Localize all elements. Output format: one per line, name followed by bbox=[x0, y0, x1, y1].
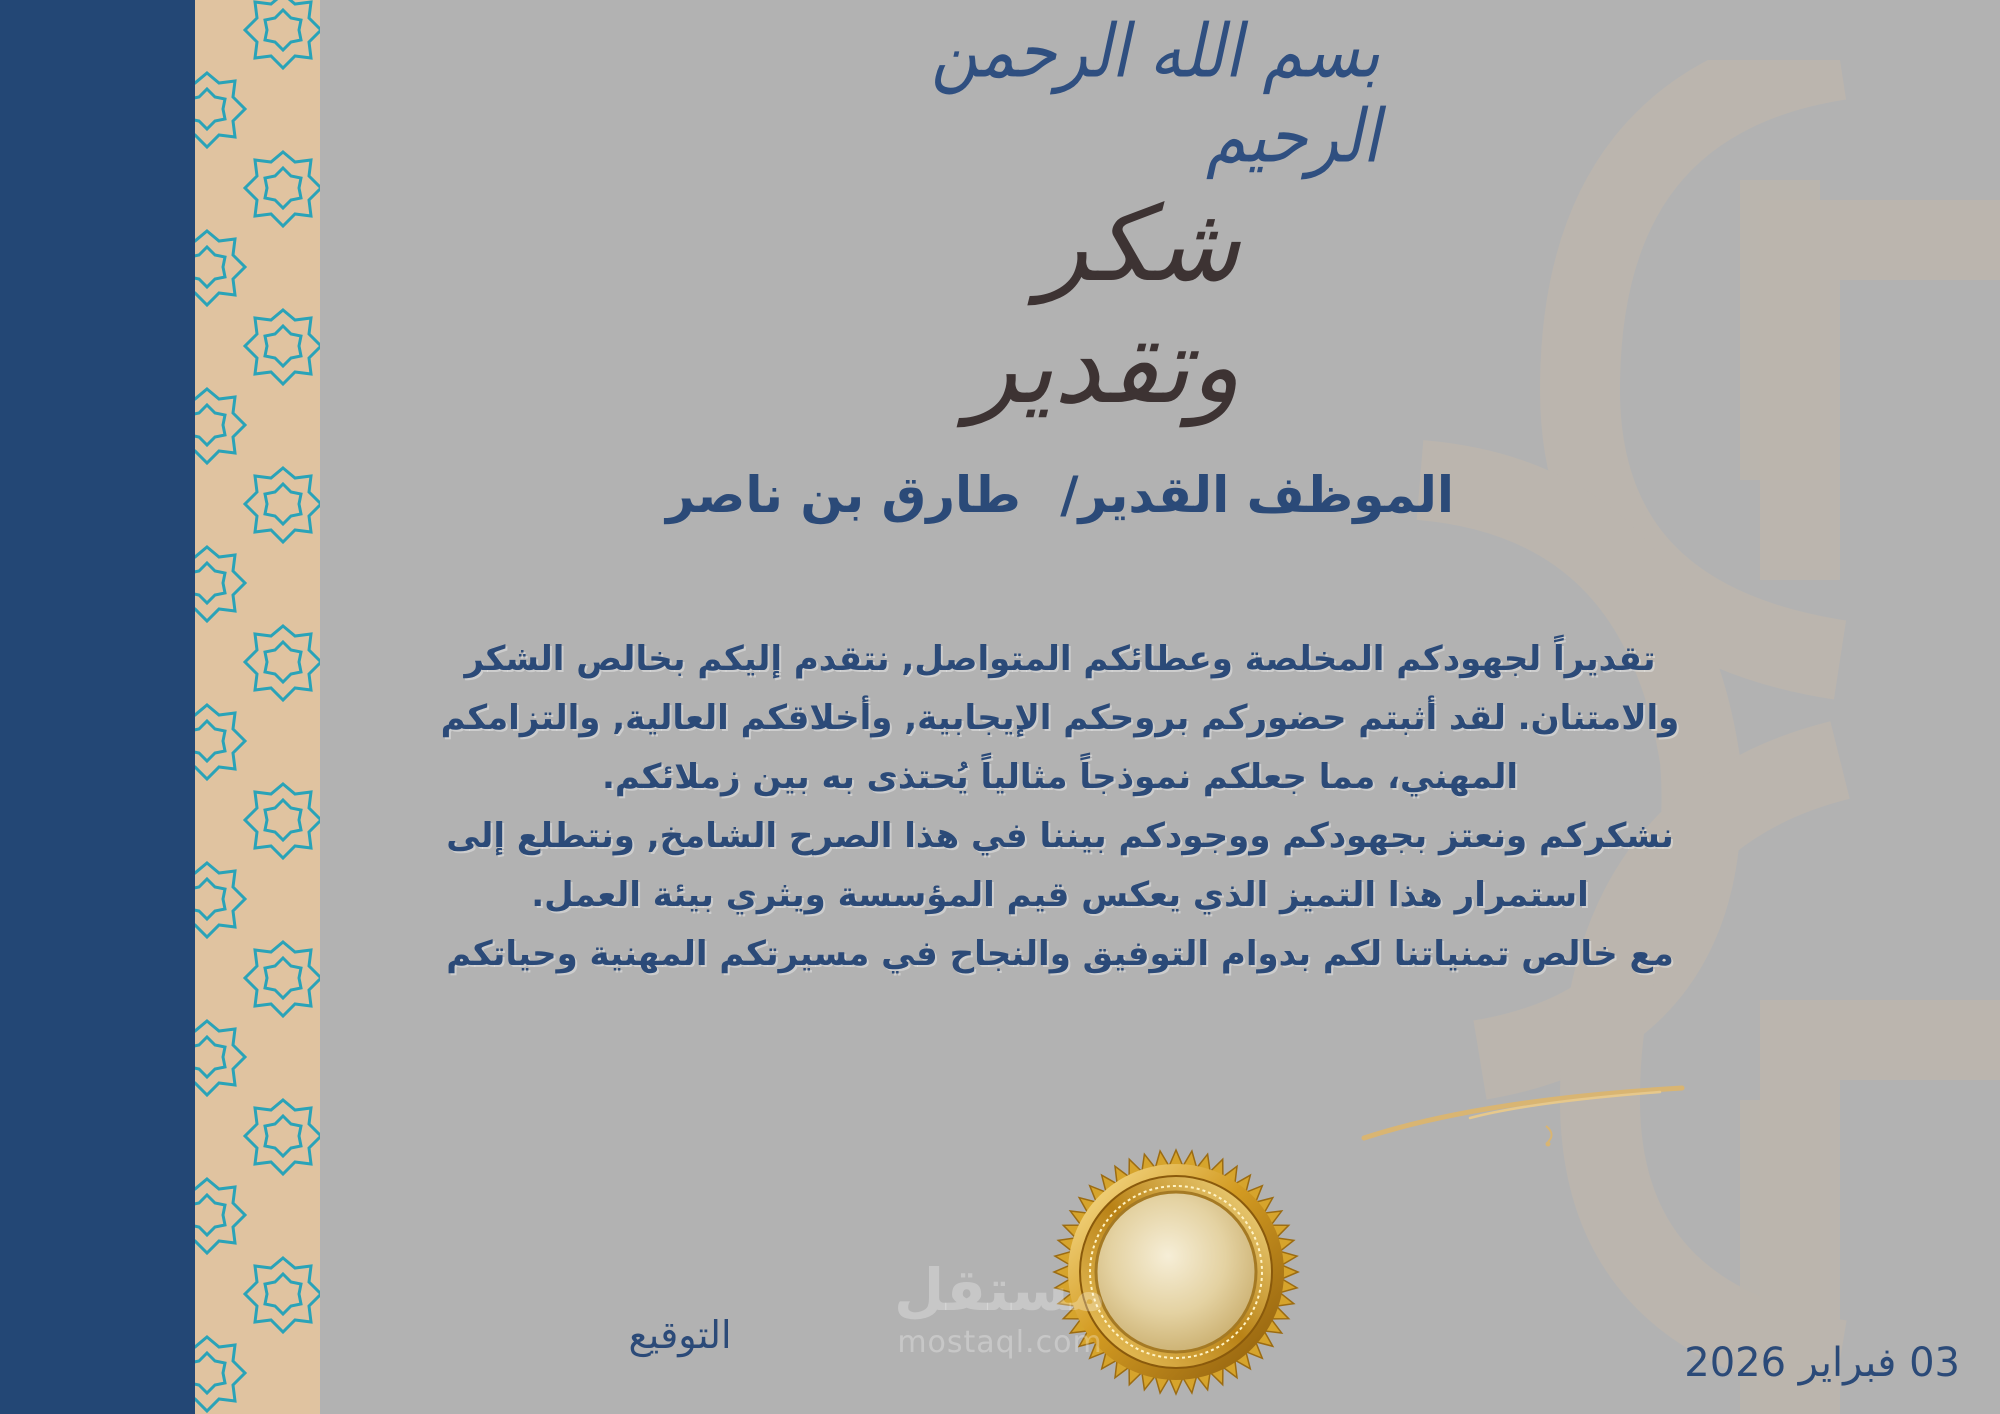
watermark-domain: mostaql.com bbox=[897, 1325, 1103, 1360]
islamic-star-pattern-icon bbox=[195, 0, 320, 1414]
issue-date: 03 فبراير 2026 bbox=[1684, 1340, 1960, 1386]
left-blue-band bbox=[0, 0, 195, 1414]
body-line: والامتنان. لقد أثبتم حضوركم بروحكم الإيجابية, وأخلاقكم العالية, والتزامكم bbox=[440, 698, 1680, 738]
watermark-logo: مستقل bbox=[893, 1256, 1107, 1324]
signature-label: التوقيع bbox=[628, 1313, 732, 1357]
bismillah-header bbox=[780, 9, 1380, 181]
body-line: نشكركم ونعتز بجهودكم ووجودكم بيننا في هذا الصرح الشامخ, ونتطلع إلى bbox=[446, 816, 1674, 856]
body-line: استمرار هذا التميز الذي يعكس قيم المؤسسة ويثري بيئة العمل. bbox=[531, 875, 1589, 915]
body-line: تقديراً لجهودكم المخلصة وعطائكم المتواصل, نتقدم إليكم بخالص الشكر bbox=[464, 639, 1656, 679]
bismillah-text: بسم الله الرحمن الرحيم bbox=[931, 9, 1380, 181]
recipient-name: طارق بن ناصر bbox=[665, 466, 1021, 524]
body-line: مع خالص تمنياتنا لكم بدوام التوفيق والنجاح في مسيرتكم المهنية وحياتكم bbox=[446, 934, 1674, 974]
body-line: المهني، مما جعلكم نموذجاً مثالياً يُحتذى به بين زملائكم. bbox=[601, 757, 1518, 797]
certificate-title: شكر وتقدير bbox=[967, 183, 1240, 427]
geometric-pattern-strip bbox=[195, 0, 320, 1414]
recipient-label: الموظف القدير/ bbox=[1060, 466, 1455, 524]
watermark bbox=[870, 1255, 1130, 1385]
recipient-line bbox=[420, 455, 1700, 535]
certificate-body bbox=[370, 630, 1750, 984]
gold-brush-stroke-icon bbox=[1360, 1080, 1685, 1150]
